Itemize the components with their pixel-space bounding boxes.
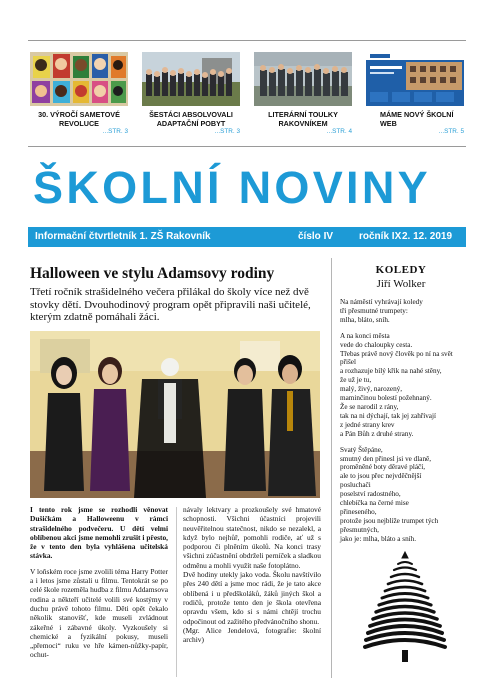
teaser-image-class-group	[254, 52, 352, 106]
poem-line: ale to jsou přec nejvděčnější	[340, 472, 422, 481]
teaser-adaptation-stay[interactable]	[142, 52, 240, 136]
top-rule	[28, 40, 466, 41]
teaser-caption: ŠESTÁCI ABSOLVOVALI ADAPTAČNÍ POBYT	[149, 110, 233, 128]
poem-line: jako je: mlha, bláto a sníh.	[340, 534, 417, 543]
poem-body	[340, 298, 470, 551]
christmas-tree-icon	[360, 548, 450, 668]
poem-line: protože jsou nejblíže trumpet tých	[340, 516, 439, 525]
teaser-image-portraits	[30, 52, 128, 106]
masthead-title: ŠKOLNÍ NOVINY	[33, 162, 431, 213]
info-subtitle: Informační čtvrtletník 1. ZŠ Rakovník	[35, 231, 211, 242]
teaser-page-ref: ...STR. 4	[326, 128, 352, 135]
teaser-page-ref: ...STR. 3	[214, 128, 240, 135]
info-bar	[28, 227, 466, 247]
poem-line: z jedné strany krev	[340, 420, 395, 429]
teaser-caption: 30. VÝROČÍ SAMETOVÉ REVOLUCE	[38, 110, 120, 128]
teaser-caption: LITERÁRNÍ TOULKY RAKOVNÍKEM	[268, 110, 338, 128]
poem-line: a Pán Bůh z druhé strany.	[340, 429, 414, 438]
poem-line: vede do chaloupky cesta.	[340, 340, 413, 349]
teaser-velvet-revolution[interactable]	[30, 52, 128, 136]
article-credit: (Mgr. Alice Jendelová, fotografie: školní archiv)	[183, 625, 321, 645]
poem-line: přesmutných,	[340, 525, 379, 534]
article-intro-bold: I tento rok jsme se rozhodli věnovat Dušičkám a Halloweenu v rámci strašidelného podvečeru. U dětí velmi oblíbenou akci jsme nemohli zrušit i přesto, že v tento den byla vyhlášena učitelská stávka.	[30, 505, 168, 561]
teaser-image-group-outdoors	[142, 52, 240, 106]
poem-line: přineseného,	[340, 507, 377, 516]
article-paragraph: V loňském roce jsme zvolili téma Harry Potter a i letos jsme zůstali u filmu. Tentokrát se po celé škole rozeměla hudba z filmu Addamsova rodina a někteří učitelé volili své kostýmy v duchu právě tohoto filmu. Děti opět čekalo několik stanovišť, kde museli zvládnout zákeřné i zábavné úkoly. Vyzkoušely si chemické a fyzikální pokusy, museli „přemoci“ ruku ve hře kámen-nůžky-papír, ochut-	[30, 566, 168, 660]
poem-line: a rozhazuje bílý křik na nahé stěny,	[340, 367, 442, 376]
teaser-caption: MÁME NOVÝ ŠKOLNÍ WEB	[380, 110, 454, 128]
poem-line: Třebas právě nový člověk po ní na svět přišel	[340, 349, 453, 367]
teaser-new-school-web[interactable]	[366, 52, 464, 136]
poem-author: Jiří Wolker	[376, 278, 426, 290]
poem-stanza	[340, 298, 470, 325]
poem-line: že už je tu,	[340, 376, 372, 385]
poem-line: poselství radostného,	[340, 490, 401, 499]
poem-stanza	[340, 446, 470, 544]
poem-title: KOLEDY	[375, 264, 427, 276]
teaser-literary-walks[interactable]	[254, 52, 352, 136]
poem-line: Svatý Štěpáne,	[340, 445, 383, 454]
middle-rule	[28, 146, 466, 147]
poem-line: proměněné boty děravé pláčí,	[340, 463, 426, 472]
poem-line: A na konci města	[340, 331, 390, 340]
article-column-1	[30, 505, 168, 666]
teaser-page-ref: ...STR. 3	[102, 128, 128, 135]
poem-line: tři přesmutné trumpety:	[340, 306, 408, 315]
poem-stanza	[340, 332, 470, 439]
poem-line: mlha, bláto, sníh.	[340, 315, 390, 324]
poem-line: Že se narodil z rány,	[340, 402, 399, 411]
article-photo	[30, 331, 320, 498]
poem-line: tak na ni dýchají, tak jej zahřívají	[340, 411, 436, 420]
column-divider	[176, 507, 177, 677]
article-headline: Halloween ve stylu Adamsovy rodiny	[30, 265, 275, 282]
teaser-image-website	[366, 52, 464, 106]
article-paragraph: Dvě hodiny utekly jako voda. Školu navštívilo přes 240 dětí a jsme moc rádi, že je tato akce oblíbená i u předškoláků, žáků jiných škol a rodičů, protože tento den je škola otevřena opravdu všem, kdo si s námi chtějí trochu odpočinout od zažitého předvánočního shonu.	[183, 570, 321, 626]
info-issue: číslo IV	[298, 231, 334, 242]
poem-line: posluchači	[340, 481, 371, 490]
article-lede: Třetí ročník strašidelného večera přilákal do školy více než dvě stovky dětí. Dvouhodinový program opět připravili naši učitelé, kterým zdatně pomáhali žáci.	[30, 286, 311, 324]
article-paragraph: návaly lektvary a prozkoušely své hmatové schopnosti. Všichni účastníci projevili neuvěřitelnou statečnost, nikdo se nezalekl, a když bylo nejhůř, pomohli rodiče, ať už s podporou či plněním úkolů. Na konci trasy všichni zúčastnění obdrželi perníček a sladkou odměnu a mohli využít naše fotoplátno.	[183, 505, 321, 570]
article-column-2	[183, 505, 321, 650]
teaser-page-ref: ...STR. 5	[438, 128, 464, 135]
info-date: 2. 12. 2019	[402, 231, 453, 242]
poem-line: Na náměstí vyhrávají koledy	[340, 298, 423, 306]
poem-line: maminčinou bolestí požehnaný.	[340, 394, 432, 403]
info-volume: ročník IX	[359, 231, 402, 242]
poem-line: chlebíčka na černé mise	[340, 499, 409, 508]
poem-line: malý, živý, narozený,	[340, 385, 403, 394]
poem-line: smutný den přinesl jsi ve dlaně,	[340, 454, 432, 463]
sidebar-divider	[331, 258, 332, 678]
